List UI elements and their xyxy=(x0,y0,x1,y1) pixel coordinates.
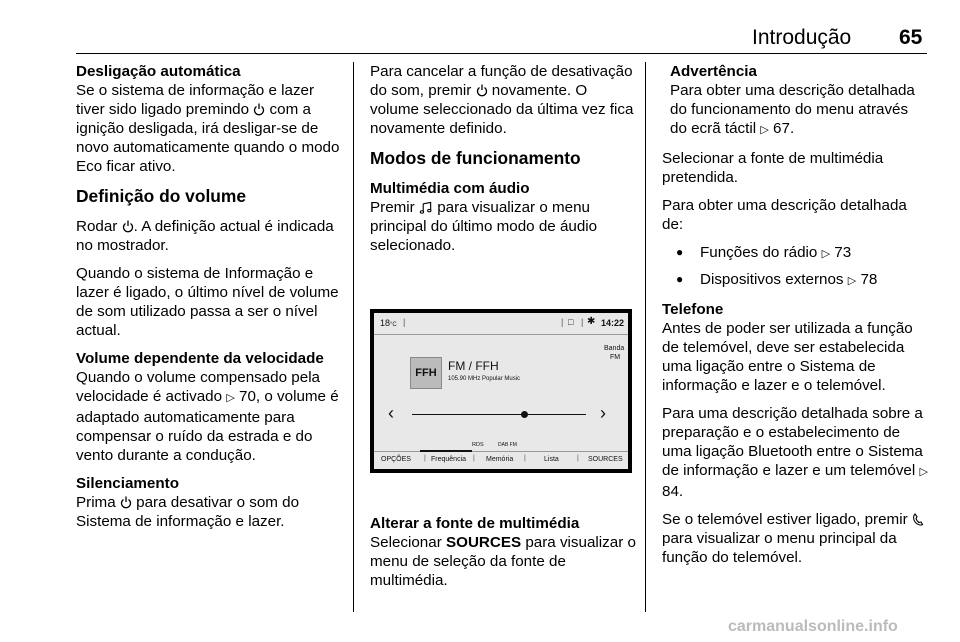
station-frequency: 105.90 MHz Popular Music xyxy=(448,376,521,382)
page-ref[interactable]: 70 xyxy=(239,388,256,405)
reference-list xyxy=(662,243,928,291)
page-ref[interactable]: 73 xyxy=(834,244,852,261)
para-change-source xyxy=(370,514,638,590)
text: . A definição actual é indicada no mostrador. xyxy=(76,218,334,254)
para-select-source: Selecionar a fonte de multimédia pretendida. xyxy=(662,150,884,186)
text: para visualizar o menu de seleção da fonte de multimédia. xyxy=(370,534,636,589)
header-rule xyxy=(76,53,927,54)
divider: | xyxy=(561,317,564,327)
heading-advertencia: Advertência xyxy=(670,63,757,80)
sources-keyword: SOURCES xyxy=(446,534,522,551)
ref-arrow-icon: ▷ xyxy=(847,275,857,287)
dab-indicator: DAB FM xyxy=(498,442,517,448)
heading-speed-volume: Volume dependente da velocidade xyxy=(76,350,324,367)
heading-change-source: Alterar a fonte de multimédia xyxy=(370,515,580,532)
column-1 xyxy=(76,62,344,540)
clock: 14:22 xyxy=(601,318,625,328)
text: Se o sistema de informação e lazer tiver sido ligado premindo xyxy=(76,82,315,118)
power-icon xyxy=(476,84,488,97)
settings-icon[interactable]: ✱ xyxy=(587,316,596,327)
text: para desativar o som do Sistema de informação e lazer. xyxy=(76,494,300,530)
frequency-slider-thumb[interactable] xyxy=(521,411,528,418)
para-obter: Para obter uma descrição detalhada de: xyxy=(662,197,907,233)
text: Se o telemóvel estiver ligado, premir xyxy=(662,511,908,528)
column-3 xyxy=(662,62,928,576)
band-label: Banda xyxy=(604,345,625,352)
para-speed-volume xyxy=(76,349,344,465)
ref-arrow-icon: ▷ xyxy=(760,124,769,136)
infotainment-screen xyxy=(370,309,632,473)
para-quando: Quando o sistema de Informação e lazer é ligado, o último nível de volume de som utilizado passa a ser o nível actual. xyxy=(76,265,339,339)
screen-display xyxy=(374,313,628,469)
column-divider-1 xyxy=(353,62,354,612)
ref-arrow-icon: ▷ xyxy=(919,466,928,478)
text: novamente. O volume seleccionado da última vez fica novamente definido. xyxy=(370,82,634,137)
tab-active-indicator xyxy=(420,450,472,452)
phone-screen-icon[interactable]: □ xyxy=(568,317,574,327)
divider: | xyxy=(473,455,475,462)
tab-options[interactable]: OPÇÕES xyxy=(381,456,411,463)
tabs-rule xyxy=(374,451,628,452)
text: para visualizar o menu principal da função do telemóvel. xyxy=(662,530,897,566)
text: Antes de poder ser utilizada a função de telemóvel, deve ser estabelecida uma ligação entre o Sistema de informação e lazer e o telemóvel. xyxy=(662,320,913,394)
para-bluetooth: Para uma descrição detalhada sobre a preparação e o estabelecimento de uma ligação Bluetooth entre o Sistema de informação e lazer e um telemóvel ▷ 84. xyxy=(662,405,928,500)
power-icon xyxy=(253,103,265,116)
music-note-icon xyxy=(419,201,433,214)
divider: | xyxy=(424,455,426,462)
tab-frequency[interactable]: Frequência xyxy=(431,456,467,463)
heading-mute: Silenciamento xyxy=(76,475,179,492)
para-advertencia: Advertência Para obter uma descrição detalhada do funcionamento do menu através do ecrã táctil ▷ 67. xyxy=(662,62,928,140)
text: Dispositivos externos xyxy=(700,271,844,288)
fm-indicator: FM xyxy=(509,442,517,448)
station-logo: FFH xyxy=(410,357,442,389)
heading-telefone: Telefone xyxy=(662,301,724,318)
band-value[interactable]: FM xyxy=(610,354,621,361)
header-title: Introdução xyxy=(752,26,852,49)
station-name: FM / FFH xyxy=(448,359,499,373)
rds-indicator: RDS xyxy=(472,442,484,448)
column-2 xyxy=(370,62,638,264)
heading-auto-off: Desligação automática xyxy=(76,63,241,80)
watermark: carmanualsonline.info xyxy=(728,618,898,635)
status-rule xyxy=(374,334,628,335)
page-header xyxy=(0,26,960,52)
page-number: 65 xyxy=(899,26,923,49)
para-rodar xyxy=(76,217,344,255)
page-ref[interactable]: 67 xyxy=(773,120,790,137)
tab-memory[interactable]: Memória xyxy=(486,456,514,463)
para-multimedia xyxy=(370,179,638,255)
para-mute xyxy=(76,474,344,531)
para-telefone xyxy=(662,300,928,395)
divider: | xyxy=(577,455,579,462)
text: Para uma descrição detalhada sobre a preparação e o estabelecimento de uma ligação Bluetooth entre o Sistema de informação e lazer e um telemóvel xyxy=(662,405,923,479)
text: para visualizar o menu principal do último modo de áudio selecionado. xyxy=(370,199,598,254)
text: Selecionar xyxy=(370,534,442,551)
column-divider-2 xyxy=(645,62,646,612)
divider: | xyxy=(524,455,526,462)
text: , o volume é adaptado automaticamente para compensar o ruído da estrada e do vento durante a condução. xyxy=(76,388,339,464)
text: Prima xyxy=(76,494,116,511)
tab-sources[interactable]: SOURCES xyxy=(588,456,623,463)
ref-arrow-icon: ▷ xyxy=(821,248,831,260)
text: Quando o volume compensado pela velocidade é activado xyxy=(76,369,321,405)
page-ref[interactable]: 78 xyxy=(860,271,878,288)
para-auto-off xyxy=(76,62,344,176)
phone-handset-icon xyxy=(912,513,924,526)
text: Funções do rádio xyxy=(700,244,818,261)
ref-arrow-icon: ▷ xyxy=(226,392,235,404)
list-item xyxy=(662,270,928,291)
temperature: 18°C xyxy=(380,318,397,328)
heading-multimedia: Multimédia com áudio xyxy=(370,180,530,197)
section-modes: Modos de funcionamento xyxy=(370,148,581,168)
list-item xyxy=(662,243,928,264)
para-phone-connected xyxy=(662,510,928,567)
text: com a ignição desligada, irá desligar-se de novo automaticamente quando o modo Eco ficar ativo. xyxy=(76,101,340,175)
power-icon xyxy=(122,220,134,233)
text: Rodar xyxy=(76,218,118,235)
text: Para cancelar a função de desativação do som, premir xyxy=(370,63,633,99)
divider: | xyxy=(403,317,406,327)
divider: | xyxy=(581,317,584,327)
power-icon xyxy=(120,496,132,509)
section-volume: Definição do volume xyxy=(76,186,247,206)
text: Para obter uma descrição detalhada do funcionamento do menu através do ecrã táctil xyxy=(670,82,915,137)
chevron-left-icon[interactable]: ‹ xyxy=(388,403,394,423)
chevron-right-icon[interactable]: › xyxy=(600,403,606,423)
frequency-slider-track[interactable] xyxy=(412,414,586,415)
tab-list[interactable]: Lista xyxy=(544,456,559,463)
text: Premir xyxy=(370,199,415,216)
page-ref[interactable]: 84 xyxy=(662,483,679,500)
para-cancel-mute xyxy=(370,62,638,138)
column-2-lower xyxy=(370,514,638,599)
